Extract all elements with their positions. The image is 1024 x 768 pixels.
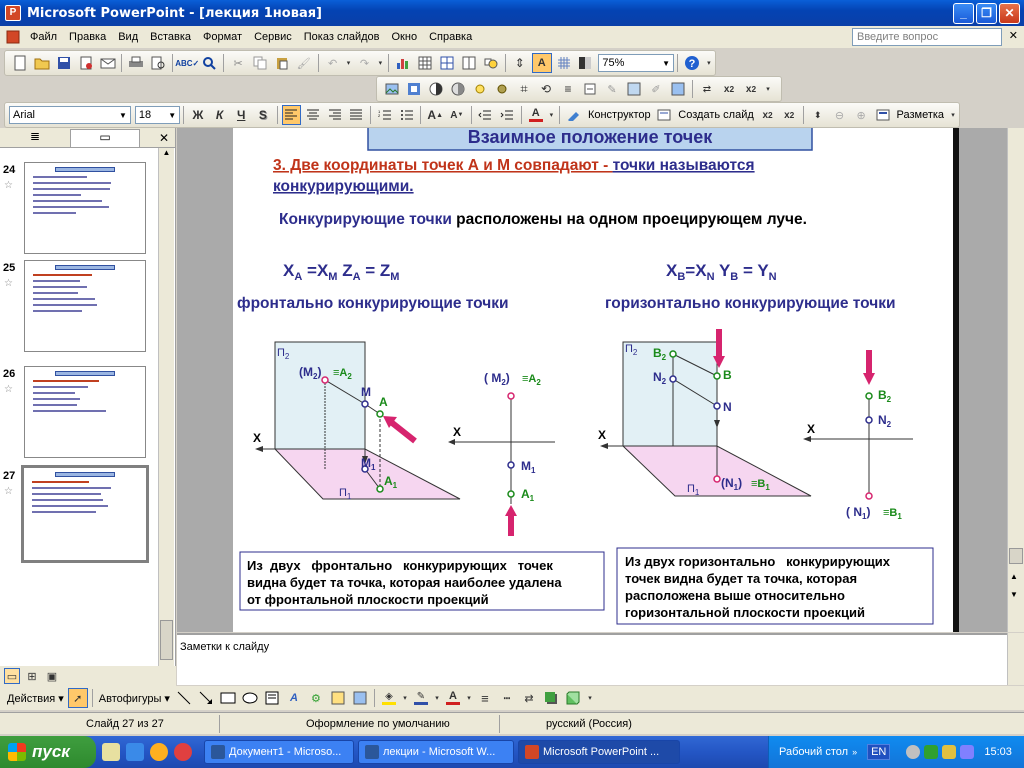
- slide-thumbnail-row[interactable]: [0, 258, 160, 354]
- new-slide-button[interactable]: Создать слайд: [678, 109, 754, 121]
- format-painter-icon[interactable]: 🖌: [296, 57, 311, 70]
- svg-text:X: X: [453, 425, 462, 439]
- svg-text:П2: $П_2$: [277, 347, 290, 361]
- save-icon[interactable]: [54, 53, 74, 73]
- clipart-icon[interactable]: [328, 688, 348, 708]
- font-color-dropdown-icon[interactable]: ▾: [549, 112, 554, 119]
- standard-toolbar: [4, 50, 716, 76]
- email-icon[interactable]: [98, 53, 118, 73]
- frontal-epure: [448, 371, 555, 536]
- ask-question-input[interactable]: Введите вопрос: [852, 28, 1002, 46]
- language-indicator[interactable]: EN: [867, 744, 890, 760]
- insert-picture-icon[interactable]: [382, 79, 402, 99]
- svg-text:П1: $П_1$: [339, 487, 352, 501]
- slide-thumbnail-row[interactable]: [0, 466, 160, 562]
- print-icon[interactable]: [126, 53, 146, 73]
- note-right-line3: расположена выше относительно: [625, 588, 845, 603]
- rectangle-icon[interactable]: [218, 688, 238, 708]
- menu-bar: [0, 26, 1024, 48]
- crop-icon[interactable]: ⌗: [520, 81, 528, 96]
- fill-color-icon[interactable]: ◈: [379, 688, 399, 708]
- player-icon[interactable]: [174, 743, 192, 761]
- menu-slideshow[interactable]: Показ слайдов: [303, 31, 380, 43]
- svg-text:N: N: [723, 400, 732, 414]
- svg-text:( M2): ( $M_2$): [484, 371, 510, 387]
- toolbar-options-icon[interactable]: ▾: [707, 60, 711, 67]
- menu-window[interactable]: Окно: [391, 31, 418, 43]
- drawing-toolbar: [0, 686, 1024, 710]
- svg-text:N2: $N_2$: [653, 370, 667, 386]
- slide-scroll-thumb[interactable]: [1009, 548, 1023, 564]
- italic-button[interactable]: К: [215, 108, 224, 122]
- slide-number: 27: [3, 470, 16, 482]
- dash-style-icon[interactable]: ┅: [503, 692, 511, 705]
- note-left-line1: Из двух фронтально конкурирующих точек: [247, 558, 553, 573]
- horizontal-3d-diagram: [598, 329, 811, 497]
- columns-icon[interactable]: [459, 53, 479, 73]
- next-slide-icon[interactable]: ▼: [1010, 590, 1018, 599]
- desktop-icon[interactable]: [102, 743, 120, 761]
- actions-menu[interactable]: Действия ▾: [7, 692, 64, 705]
- toolbar-options-icon-3[interactable]: ▾: [951, 112, 955, 119]
- slide-thumbnail[interactable]: [24, 162, 146, 254]
- slide-subheading: Конкурирующие точки расположены на одном проецирующем луче.: [279, 211, 807, 228]
- status-design: Оформление по умолчанию: [220, 715, 500, 733]
- draw-font-color-icon[interactable]: A: [443, 688, 463, 708]
- svg-text:M: M: [361, 385, 371, 399]
- justify-icon[interactable]: [347, 105, 367, 125]
- show-formatting-icon[interactable]: A: [532, 53, 552, 73]
- svg-text:B2: $B_2$: [878, 388, 892, 404]
- align-left-icon[interactable]: [282, 105, 302, 125]
- superscript-icon-2[interactable]: x 2: [784, 109, 795, 121]
- fill-dropdown-icon[interactable]: ▾: [403, 695, 407, 702]
- notes-scrollbar[interactable]: [1007, 633, 1024, 685]
- line-style-icon-2[interactable]: ≡: [481, 690, 489, 706]
- slides-scroll-thumb[interactable]: [160, 620, 173, 660]
- animation-star-icon[interactable]: ☆: [4, 486, 13, 497]
- designer-button[interactable]: Конструктор: [587, 109, 651, 121]
- new-icon[interactable]: [10, 53, 30, 73]
- autoshapes-menu[interactable]: Автофигуры ▾: [98, 692, 170, 705]
- media-icon[interactable]: [150, 743, 168, 761]
- arrow-icon[interactable]: [196, 688, 216, 708]
- slide-thumbnail[interactable]: [21, 465, 149, 563]
- copy-icon[interactable]: [250, 53, 270, 73]
- expand-all-icon[interactable]: ⊕: [856, 109, 866, 122]
- open-icon[interactable]: [32, 53, 52, 73]
- restore-button[interactable]: ❐: [976, 3, 997, 24]
- svg-text:X: X: [598, 428, 607, 442]
- animation-star-icon[interactable]: ☆: [4, 278, 13, 289]
- tray-icon-1[interactable]: [906, 745, 920, 759]
- normal-view-icon[interactable]: ▭: [4, 668, 20, 684]
- undo-dropdown-icon[interactable]: ▾: [346, 60, 351, 67]
- menu-insert[interactable]: Вставка: [150, 31, 192, 43]
- status-language: русский (Россия): [546, 717, 632, 730]
- increase-indent-icon[interactable]: [497, 105, 517, 125]
- desktop-toolbar[interactable]: Рабочий стол: [779, 746, 849, 758]
- powerpoint-icon: P: [5, 5, 21, 21]
- 3d-style-icon[interactable]: [563, 688, 583, 708]
- less-brightness-icon[interactable]: [492, 79, 512, 99]
- status-bar: [0, 712, 1024, 734]
- frontal-3d-diagram: [253, 342, 460, 501]
- svg-text:П1: $П_1$: [687, 483, 700, 497]
- slide-heading-line1: 3. Две координаты точек А и М совпадают - точки называются: [273, 157, 755, 174]
- outline-tab[interactable]: ≣: [29, 128, 41, 143]
- close-button[interactable]: ✕: [999, 3, 1020, 24]
- preview-icon[interactable]: [148, 53, 168, 73]
- picture-toolbar: [376, 76, 782, 102]
- note-right-line2: точек видна будет та точка, которая: [625, 571, 858, 586]
- windows-logo-icon: [8, 743, 26, 761]
- slide-number: 25: [3, 262, 16, 274]
- line-icon[interactable]: [174, 688, 194, 708]
- paste-icon[interactable]: [272, 53, 292, 73]
- tray-icon-2[interactable]: [924, 745, 938, 759]
- toolbar-options-icon-2[interactable]: ▾: [766, 86, 770, 93]
- svg-text:≡B1: $\equiv B_1$: [751, 478, 770, 492]
- decrease-font-icon[interactable]: A ▼: [450, 109, 464, 121]
- task-powerpoint[interactable]: Microsoft PowerPoint ...: [518, 740, 680, 764]
- svg-text:2: 2: [377, 113, 381, 118]
- align-center-icon[interactable]: [303, 105, 323, 125]
- svg-text:≡A2: $\equiv A_2$: [333, 367, 352, 381]
- drawing-icon[interactable]: [481, 53, 501, 73]
- svg-text:≡B1: $\equiv B_1$: [883, 507, 902, 521]
- word-icon: [211, 745, 225, 759]
- draw-toolbar-options-icon[interactable]: ▾: [588, 695, 592, 702]
- font-size-select[interactable]: 18 ▼: [135, 106, 180, 124]
- prev-slide-icon[interactable]: ▲: [1010, 572, 1018, 581]
- collapse-icon[interactable]: ⊖: [834, 109, 845, 122]
- slide-scrollbar[interactable]: [1007, 128, 1024, 632]
- minimize-button[interactable]: _: [953, 3, 974, 24]
- recolor-icon[interactable]: ✎: [607, 83, 617, 96]
- subscript-icon-2[interactable]: x 2: [762, 109, 773, 121]
- line-style-icon[interactable]: ≡: [564, 82, 572, 96]
- title-bar: [0, 0, 1024, 26]
- grid-icon[interactable]: [554, 53, 574, 73]
- slides-pane: [0, 128, 176, 666]
- svg-text:1: 1: [377, 109, 381, 114]
- svg-text:X: X: [253, 431, 262, 445]
- slide-editing-area: [177, 128, 1007, 632]
- research-icon[interactable]: [199, 53, 219, 73]
- svg-text:M1: $M_1$: [361, 456, 376, 472]
- note-left-line3: от фронтальной плоскости проекций: [247, 592, 489, 607]
- slide-title: Взаимное положение точек: [467, 128, 713, 147]
- color-grayscale-icon[interactable]: [576, 53, 596, 73]
- equation-right: $X_B=X_N$ $Y_B = Y_N$: [666, 261, 777, 283]
- clock[interactable]: 15:03: [984, 746, 1012, 758]
- slide-canvas[interactable]: [233, 128, 953, 632]
- help-icon[interactable]: [682, 53, 702, 73]
- window-title: Microsoft PowerPoint - [лекция 1новая]: [27, 5, 323, 21]
- decrease-indent-icon[interactable]: [476, 105, 496, 125]
- slides-tab[interactable]: ▭: [70, 129, 140, 147]
- rotate-icon[interactable]: ⟲: [540, 82, 552, 96]
- shadow-button[interactable]: S: [258, 108, 267, 122]
- reset-picture-icon[interactable]: [668, 79, 688, 99]
- redo-dropdown-icon[interactable]: ▾: [378, 60, 383, 67]
- system-tray: [768, 736, 1024, 768]
- close-doc-icon[interactable]: ✕: [1008, 30, 1018, 42]
- wordart-icon[interactable]: A: [289, 692, 298, 704]
- animation-star-icon[interactable]: ☆: [4, 180, 13, 191]
- slide-number: 24: [3, 164, 16, 176]
- desktop-chevron-icon[interactable]: »: [852, 747, 858, 757]
- transparent-color-icon[interactable]: ✐: [651, 83, 661, 96]
- permission-icon[interactable]: [76, 53, 96, 73]
- new-slide-icon[interactable]: [655, 105, 675, 125]
- svg-text:B2: $B_2$: [653, 346, 667, 362]
- menu-view[interactable]: Вид: [118, 31, 139, 43]
- slide-thumbnail-row[interactable]: [0, 364, 160, 460]
- select-pointer-icon[interactable]: ➚: [68, 688, 88, 708]
- powerpoint-task-icon: [525, 745, 539, 759]
- svg-text:П2: $П_2$: [625, 343, 638, 357]
- layout-icon[interactable]: [873, 105, 893, 125]
- svg-text:N2: $N_2$: [878, 413, 892, 429]
- doc-icon[interactable]: [6, 29, 24, 45]
- menu-help[interactable]: Справка: [429, 31, 473, 43]
- expand-icon[interactable]: ⇕: [514, 56, 525, 70]
- diagram-icon[interactable]: ⚙: [311, 692, 321, 705]
- svg-text:A1: $A_1$: [384, 474, 398, 490]
- shadow-style-icon[interactable]: [541, 688, 561, 708]
- taskbar: [0, 736, 1024, 768]
- change-case-icon[interactable]: ⇄: [702, 83, 712, 95]
- picture-icon[interactable]: [350, 688, 370, 708]
- slideshow-view-icon[interactable]: ▣: [46, 670, 58, 683]
- task-word-doc1[interactable]: Документ1 - Microso...: [204, 740, 354, 764]
- designer-icon[interactable]: [564, 105, 584, 125]
- svg-text:?: ?: [688, 58, 696, 70]
- zoom-select[interactable]: 75% ▼: [598, 54, 674, 72]
- svg-text:( N1): ( $N_1$): [846, 505, 871, 521]
- line-color-icon[interactable]: ✎: [411, 688, 431, 708]
- slide-heading-line2: конкурирующими.: [273, 178, 414, 195]
- note-left-line2: видна будет та точка, которая наиболее удалена: [247, 575, 562, 590]
- slide-thumbnail[interactable]: [24, 260, 146, 352]
- less-contrast-icon[interactable]: [448, 79, 468, 99]
- redo-icon[interactable]: ↷: [359, 57, 370, 70]
- superscript-icon[interactable]: x 2: [745, 83, 757, 95]
- line-color-dropdown-icon[interactable]: ▾: [435, 695, 439, 702]
- spelling-icon[interactable]: ABC✓: [175, 58, 200, 68]
- more-contrast-icon[interactable]: [426, 79, 446, 99]
- menu-tools[interactable]: Сервис: [254, 31, 292, 43]
- close-pane-icon[interactable]: ✕: [158, 130, 169, 145]
- view-buttons: [0, 666, 176, 686]
- slide-number: 26: [3, 368, 16, 380]
- task-word-lectures[interactable]: лекции - Microsoft W...: [358, 740, 514, 764]
- svg-text:A1: $A_1$: [521, 487, 535, 503]
- bullets-icon[interactable]: [397, 105, 417, 125]
- sorter-view-icon[interactable]: ⊞: [27, 670, 37, 683]
- volume-icon[interactable]: [960, 745, 974, 759]
- menu-file[interactable]: Файл: [30, 31, 58, 43]
- slide-thumbnail[interactable]: [24, 366, 146, 458]
- note-right-line4: горизонтальной плоскости проекций: [625, 605, 865, 620]
- bold-button[interactable]: Ж: [192, 108, 204, 122]
- notes-placeholder[interactable]: Заметки к слайду: [180, 641, 270, 653]
- tray-icon-3[interactable]: [942, 745, 956, 759]
- color-picture-icon[interactable]: [404, 79, 424, 99]
- oval-icon[interactable]: [240, 688, 260, 708]
- animation-star-icon[interactable]: ☆: [4, 384, 13, 395]
- start-button[interactable]: пуск: [0, 736, 96, 768]
- textbox-icon[interactable]: [262, 688, 282, 708]
- svg-text:A: A: [379, 395, 388, 409]
- numbering-icon[interactable]: [375, 105, 395, 125]
- menu-edit[interactable]: Правка: [69, 31, 107, 43]
- word-icon-2: [365, 745, 379, 759]
- table-icon[interactable]: [415, 53, 435, 73]
- move-up-down-icon[interactable]: ⬍: [814, 109, 822, 120]
- svg-text:M1: $M_1$: [521, 459, 536, 475]
- subscript-icon[interactable]: x 2: [723, 83, 735, 95]
- draw-font-color-dropdown-icon[interactable]: ▾: [467, 695, 471, 702]
- horizontal-epure: [803, 350, 913, 521]
- tables-borders-icon[interactable]: [437, 53, 457, 73]
- font-select[interactable]: Arial ▼: [9, 106, 131, 124]
- menu-format[interactable]: Формат: [203, 31, 243, 43]
- svg-text:(N1): $(N_1)$: [721, 476, 743, 492]
- frontal-label: фронтально конкурирующие точки: [237, 295, 509, 312]
- underline-button[interactable]: Ч: [236, 108, 246, 122]
- more-brightness-icon[interactable]: [470, 79, 490, 99]
- compress-icon[interactable]: [580, 79, 600, 99]
- cut-icon[interactable]: ✂: [233, 57, 243, 70]
- status-slide: Слайд 27 из 27: [0, 715, 220, 733]
- horizontal-label: горизонтально конкурирующие точки: [605, 295, 896, 312]
- format-picture-icon[interactable]: [624, 79, 644, 99]
- layout-button[interactable]: Разметка: [896, 109, 945, 121]
- slides-scrollbar[interactable]: ▲: [158, 148, 174, 666]
- equation-left: $X_A =X_M$ $Z_A = Z_M$: [283, 261, 400, 283]
- arrow-style-icon[interactable]: ⇄: [524, 692, 534, 705]
- chart-icon[interactable]: [393, 53, 413, 73]
- formatting-toolbar: [4, 102, 960, 128]
- slide-thumbnail-row[interactable]: [0, 160, 160, 256]
- notes-pane[interactable]: [177, 633, 1007, 685]
- align-right-icon[interactable]: [325, 105, 345, 125]
- note-right-line1: Из двух горизонтально конкурирующих: [625, 554, 891, 569]
- svg-text:X: X: [807, 422, 816, 436]
- svg-text:(M2): $(M_2)$: [299, 365, 322, 381]
- svg-text:≡A2: $\equiv A_2$: [522, 373, 541, 387]
- increase-font-icon[interactable]: A ▲: [427, 108, 443, 122]
- svg-text:B: B: [723, 368, 732, 382]
- font-color-icon[interactable]: A: [526, 105, 546, 125]
- undo-icon[interactable]: ↶: [328, 57, 338, 70]
- ie-icon[interactable]: [126, 743, 144, 761]
